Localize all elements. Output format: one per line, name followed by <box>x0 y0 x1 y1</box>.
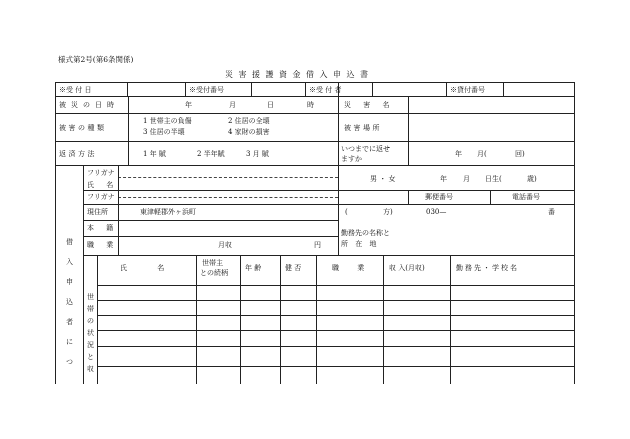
disaster-year: 年 <box>185 101 192 109</box>
row-line <box>97 366 574 367</box>
postal-label: 郵便番号 <box>425 193 453 201</box>
household-side-char: と <box>87 353 94 361</box>
form-title: 災害援護資金借入申込書 <box>225 70 374 79</box>
repayment-option-2: 2 半年賦 <box>197 150 225 158</box>
birth-month: 月 <box>463 175 470 183</box>
household-side-char: 収 <box>87 365 94 373</box>
damage-place-label: 被害場所 <box>344 124 382 132</box>
domicile-label: 本 籍 <box>87 224 119 232</box>
disaster-hour: 時 <box>307 101 314 109</box>
row-line <box>97 300 574 301</box>
repayment-option-1: 1 年 賦 <box>143 150 166 158</box>
col-line <box>383 255 384 384</box>
row-line <box>83 236 338 237</box>
disaster-day: 日 <box>267 101 274 109</box>
row-line <box>83 255 574 256</box>
name-label: 氏 名 <box>87 181 119 189</box>
col-line <box>408 190 409 204</box>
household-side-char: 状 <box>87 329 94 337</box>
job-label: 職 業 <box>87 241 119 249</box>
col-line <box>196 255 197 384</box>
furigana-label: フリガナ <box>87 169 115 177</box>
disaster-month: 月 <box>229 101 236 109</box>
col-header-job: 職 業 <box>332 264 373 272</box>
receipt-date-label: ※受 付 日 <box>59 86 92 94</box>
col-line <box>128 96 129 165</box>
repayment-until-label-2: ますか <box>341 155 362 163</box>
address-paren-close: 方) <box>383 208 393 216</box>
col-line <box>127 82 128 96</box>
col-header-income: 収 入(月収) <box>389 264 425 272</box>
applicant-side-char: に <box>66 338 73 346</box>
col-header-workplace: 勤務先・学校名 <box>456 264 519 272</box>
col-line <box>97 255 98 384</box>
household-side-char: 帯 <box>87 305 94 313</box>
phone-unit: 番 <box>548 208 555 216</box>
applicant-side-char: 借 <box>66 238 73 246</box>
age-unit: 歳) <box>527 175 537 183</box>
col-line <box>408 96 409 165</box>
col-header-health: 健 否 <box>285 264 302 272</box>
col-line <box>240 255 241 384</box>
col-line <box>280 255 281 384</box>
applicant-side-char: つ <box>66 358 73 366</box>
address-paren-open: ( <box>345 208 348 216</box>
applicant-side-char: 入 <box>66 258 73 266</box>
row-line <box>97 285 574 286</box>
damage-type-label: 被害の種類 <box>59 124 107 132</box>
row-line <box>83 204 574 205</box>
row-line <box>97 330 574 331</box>
row-line <box>55 165 574 166</box>
damage-option-2: 2 住居の全壊 <box>228 117 270 125</box>
table-border-right <box>574 82 575 384</box>
disaster-date-label: 被災の日時 <box>59 101 119 109</box>
employer-label-1: 勤務先の名称と <box>341 229 390 237</box>
furigana-divider <box>118 197 338 198</box>
col-line <box>503 82 504 96</box>
col-line <box>450 255 451 384</box>
row-line <box>97 315 574 316</box>
col-header-age: 年 齢 <box>245 264 262 272</box>
address-label: 現住所 <box>87 208 108 216</box>
furigana2-label: フリガナ <box>87 193 115 201</box>
col-line <box>83 165 84 384</box>
table-border-top <box>55 82 574 83</box>
damage-option-4: 4 家財の損害 <box>228 128 270 136</box>
birth-year: 年 <box>440 175 447 183</box>
birth-day: 日生( <box>485 175 502 183</box>
furigana-divider <box>118 177 338 178</box>
col-line <box>446 82 447 96</box>
row-line <box>55 141 574 142</box>
gender-label: 男 ・ 女 <box>370 175 396 183</box>
col-line <box>251 82 252 96</box>
row-line <box>83 190 574 191</box>
col-header-relation-1: 世帯主 <box>202 259 223 267</box>
income-label: 月収 <box>218 241 232 249</box>
applicant-side-char: 者 <box>66 318 73 326</box>
repayment-year: 年 <box>455 150 462 158</box>
row-line <box>83 220 338 221</box>
household-side-char: 世 <box>87 293 94 301</box>
col-line <box>372 82 373 96</box>
postal-value: 030— <box>426 208 447 216</box>
employer-label-2: 所 在 地 <box>341 240 379 248</box>
col-header-relation-2: との続柄 <box>200 269 228 277</box>
damage-option-1: 1 世帯主の負傷 <box>143 117 192 125</box>
income-unit: 円 <box>314 241 321 249</box>
phone-label: 電話番号 <box>512 193 540 201</box>
repayment-option-3: 3 月 賦 <box>246 150 269 158</box>
repayment-month: 月( <box>477 150 487 158</box>
receiver-label: ※受 付 者 <box>309 86 342 94</box>
repayment-until-label-1: いつまでに返せ <box>341 145 390 153</box>
row-line <box>55 96 574 97</box>
receipt-number-label: ※受付番号 <box>189 86 224 94</box>
disaster-name-label: 災 害 名 <box>344 101 395 109</box>
damage-option-3: 3 住居の半壊 <box>143 128 185 136</box>
col-line <box>316 255 317 384</box>
col-line <box>185 82 186 96</box>
row-line <box>55 113 574 114</box>
household-side-char: 況 <box>87 341 94 349</box>
applicant-side-char: 申 <box>66 278 73 286</box>
col-header-name: 氏 名 <box>120 264 179 272</box>
repayment-label: 返済方法 <box>59 150 97 158</box>
address-value: 東津軽郡外ヶ浜町 <box>140 208 196 216</box>
household-side-char: の <box>87 317 94 325</box>
row-line <box>97 346 574 347</box>
repayment-times: 回) <box>515 150 525 158</box>
col-line <box>338 82 339 255</box>
loan-number-label: ※貸付番号 <box>450 86 485 94</box>
col-line <box>490 190 491 204</box>
form-number: 様式第2号(第6条関係) <box>58 55 134 64</box>
table-border-left <box>55 82 56 384</box>
col-line <box>305 82 306 96</box>
applicant-side-char: 込 <box>66 298 73 306</box>
